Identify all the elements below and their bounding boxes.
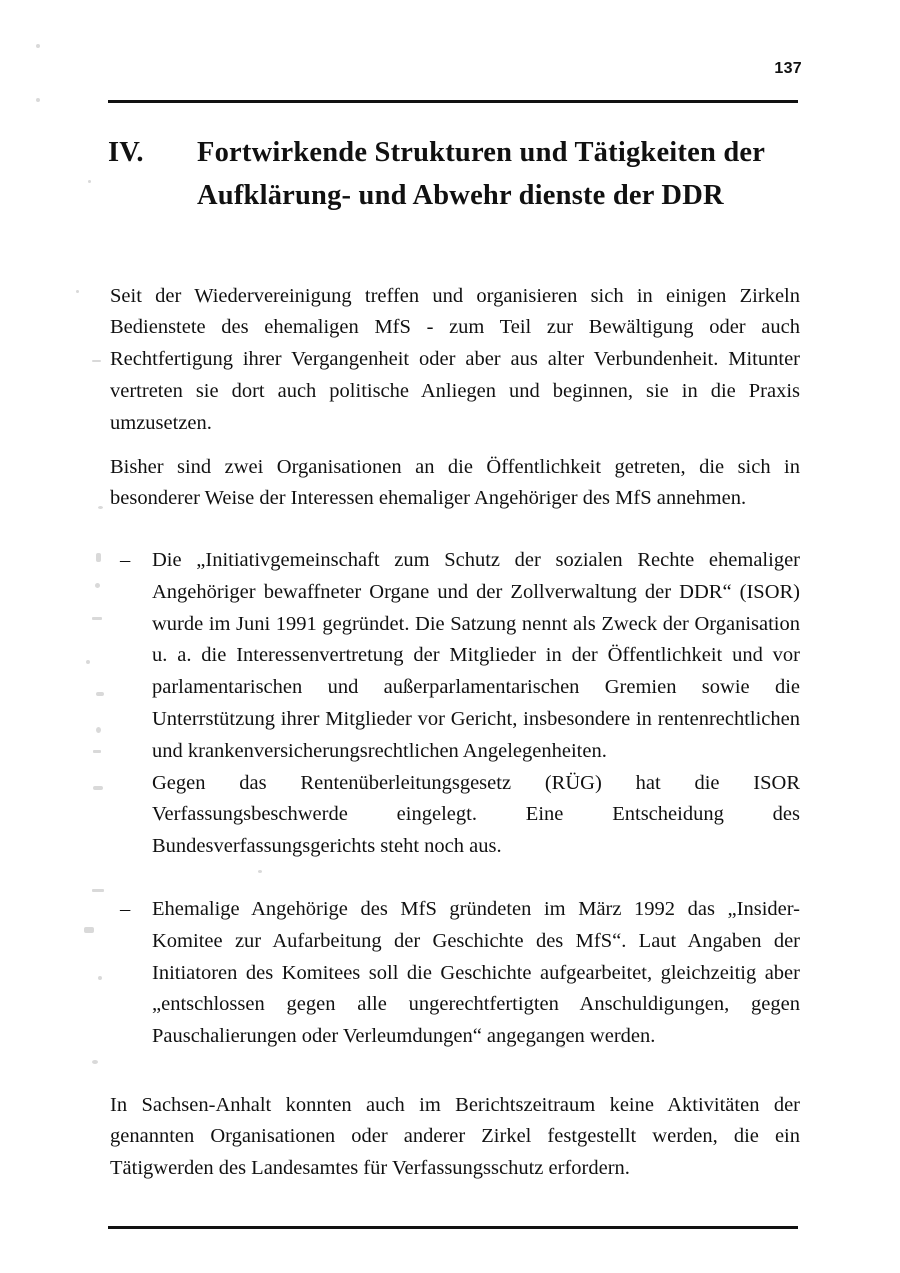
scan-speck — [93, 786, 103, 790]
scan-speck — [84, 927, 94, 933]
list-item — [110, 894, 800, 1053]
list-item — [110, 768, 800, 863]
page-title — [108, 131, 808, 217]
scan-speck — [96, 692, 104, 696]
heading-text: Fortwirkende Strukturen und Tätigkeiten der Aufklärung- und Abwehr dienste der DDR — [197, 137, 765, 212]
scan-speck — [95, 583, 100, 588]
list-item-text: Die „Initiativgemeinschaft zum Schutz der sozialen Rechte ehemaliger Angehöriger bewaffneter Organe und der Zollverwaltung der DDR“ (ISOR) wurde im Juni 1991 gegründet. Die Satzung nennt als Zweck der Organisation u. a. die Interessenvertretung der Mitglieder in der Öffentlichkeit und vor parlamentarischen und außerparlamentarischen Gremien sowie die Unterrstützung ihrer Mitglieder vor Gericht, insbesondere in rentenrechtlichen und krankenversicherungsrechtlichen Angelegenheiten. — [152, 549, 800, 762]
scan-speck — [86, 660, 90, 664]
bullet-list — [110, 545, 800, 1053]
page-number: 137 — [774, 60, 802, 77]
heading-numeral: IV. — [108, 137, 144, 169]
scan-speck — [98, 976, 102, 980]
scan-speck — [92, 360, 101, 362]
scan-speck — [36, 44, 40, 48]
list-item — [110, 545, 800, 768]
bullet-dash-icon: – — [120, 897, 131, 920]
scan-speck — [92, 1060, 98, 1064]
scan-speck — [92, 889, 104, 892]
scan-speck — [36, 98, 40, 102]
paragraph-intro: Seit der Wiedervereinigung treffen und organisieren sich in einigen Zirkeln Bedienstete des ehemaligen MfS - zum Teil zur Bewältigung oder auch Rechtfertigung ihrer Vergangenheit oder aber aus alter Verbundenheit. Mitunter vertreten sie dort auch politische Anliegen und beginnen, sie in die Praxis umzusetzen. — [110, 284, 800, 434]
scan-speck — [93, 750, 101, 753]
scan-speck — [88, 180, 91, 183]
scan-speck — [76, 290, 79, 293]
bullet-dash-icon: – — [120, 549, 131, 571]
scan-speck — [96, 553, 101, 562]
scan-speck — [98, 506, 103, 509]
list-item-text: Ehemalige Angehörige des MfS gründeten im März 1992 das „Insider-Komitee zur Aufarbeitung der Geschichte des MfS“. Laut Angaben der Initiatoren des Komitees soll die Geschichte aufgearbeitet, gleichzeitig aber „entschlossen gegen alle ungerechtfertigten Anschuldigungen, gegen Pauschalierungen oder Verleumdungen“ angegangen werden. — [152, 897, 800, 1048]
scan-speck — [96, 727, 101, 733]
paragraph-final: In Sachsen-Anhalt konnten auch im Berichtszeitraum keine Aktivitäten der genannten Organisationen oder anderer Zirkel festgestellt werden, die ein Tätigwerden des Landesamtes für Verfassungsschutz erfordern. — [110, 1093, 800, 1180]
paragraph-second: Bisher sind zwei Organisationen an die Öffentlichkeit getreten, die sich in besonderer Weise der Interessen ehemaliger Angehöriger des MfS annehmen. — [110, 455, 800, 510]
header-rule — [108, 100, 798, 103]
list-item-text: Gegen das Rentenüberleitungsgesetz (RÜG) hat die ISOR Verfassungsbeschwerde eingelegt. Eine Entscheidung des Bundesverfassungsgerichts steht noch aus. — [152, 771, 800, 858]
footer-rule — [108, 1226, 798, 1229]
scan-speck — [92, 617, 102, 620]
